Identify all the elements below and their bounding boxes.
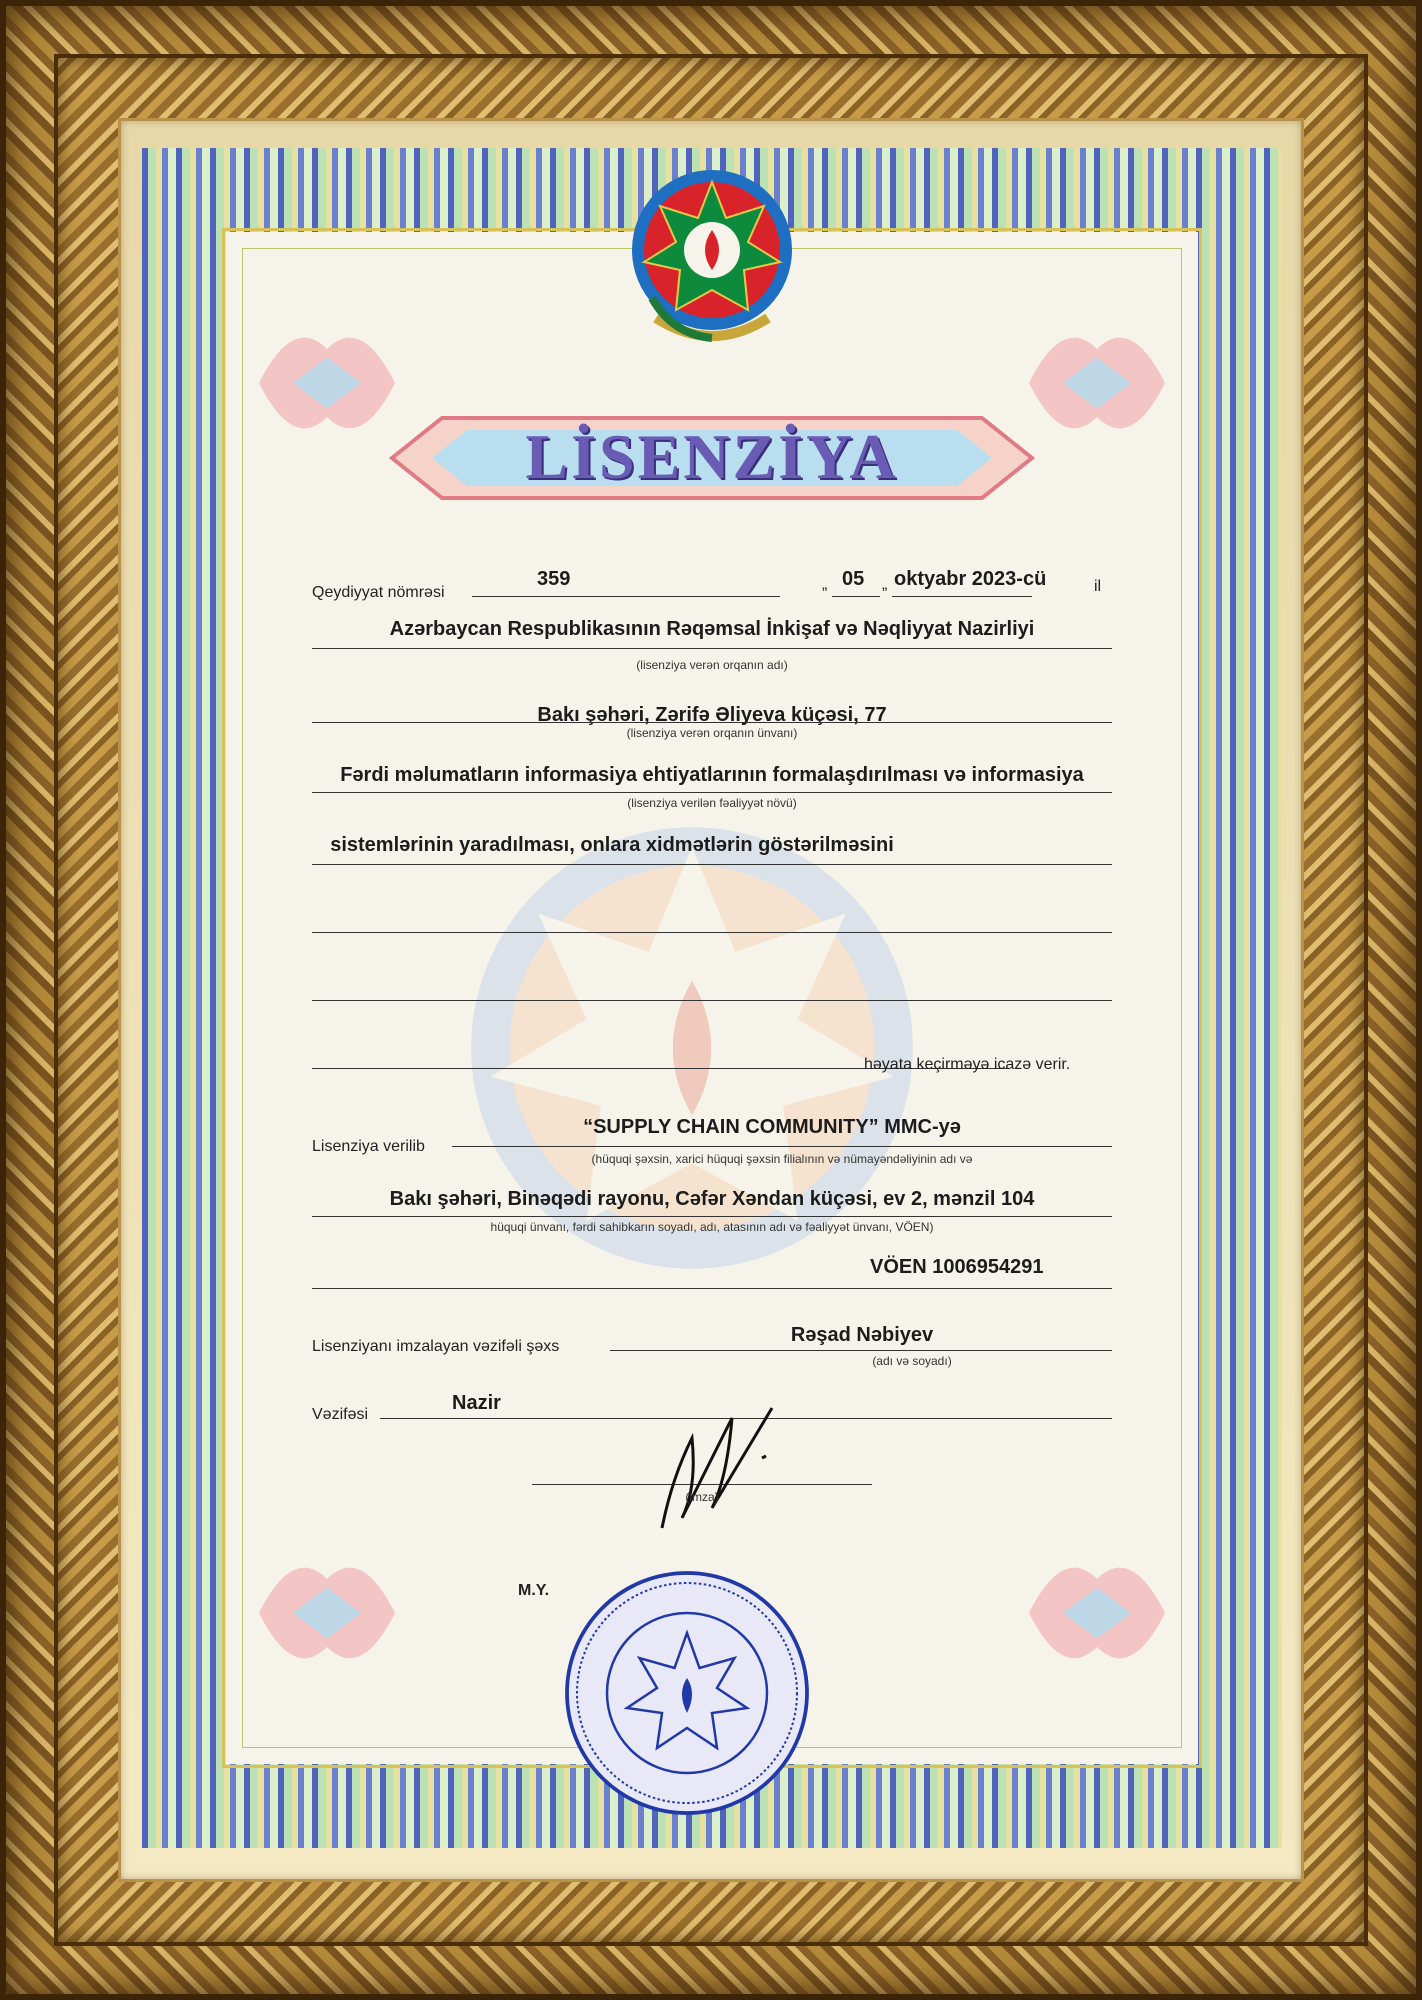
signer-caption: (adı və soyadı) bbox=[872, 1354, 952, 1368]
permit-text: həyata keçirməyə icazə verir. bbox=[864, 1056, 1071, 1073]
corner-ornament-bottom-right bbox=[1012, 1528, 1182, 1698]
activity-rule-4 bbox=[312, 1000, 1112, 1001]
date-rule bbox=[892, 596, 1032, 597]
activity-line-1: Fərdi məlumatların informasiya ehtiyatlarının formalaşdırılması və informasiya bbox=[340, 764, 1084, 786]
registration-number: 359 bbox=[537, 568, 571, 590]
activity-rule-3 bbox=[312, 932, 1112, 933]
license-certificate bbox=[142, 148, 1282, 1848]
licensee-rule bbox=[452, 1146, 1112, 1147]
signer-rule bbox=[610, 1350, 1112, 1351]
activity-rule-2 bbox=[312, 864, 1112, 865]
signature-mark bbox=[642, 1398, 802, 1538]
licensee-name: “SUPPLY CHAIN COMMUNITY” MMC-yə bbox=[583, 1116, 961, 1138]
licensee-address-caption: hüquqi ünvanı, fərdi sahibkarın soyadı, adı, atasının adı və fəaliyyət ünvanı, VÖEN) bbox=[490, 1220, 934, 1234]
licensee-address: Bakı şəhəri, Binəqədi rayonu, Cəfər Xəndan küçəsi, ev 2, mənzil 104 bbox=[389, 1188, 1035, 1210]
issuer-address: Bakı şəhəri, Zərifə Əliyeva küçəsi, 77 bbox=[537, 704, 887, 726]
date-quote-close: „ bbox=[882, 576, 888, 593]
signer-name: Rəşad Nəbiyev bbox=[790, 1324, 934, 1346]
registration-label: Qeydiyyat nömrəsi bbox=[312, 584, 445, 601]
activity-line-2: sistemlərinin yaradılması, onlara xidmətlərin göstərilməsini bbox=[330, 834, 894, 856]
activity-caption: (lisenziya verilən fəaliyyət növü) bbox=[627, 796, 797, 810]
date-quote-open: „ bbox=[822, 576, 828, 593]
date-month-year: oktyabr 2023-cü bbox=[894, 568, 1047, 590]
issuer-address-rule bbox=[312, 722, 1112, 723]
position-label: Vəzifəsi bbox=[312, 1406, 369, 1423]
date-day: 05 bbox=[842, 568, 865, 590]
page-title: LİSENZİYA bbox=[525, 421, 899, 492]
voen-rule bbox=[312, 1288, 1112, 1289]
licensee-label: Lisenziya verilib bbox=[312, 1138, 425, 1155]
issuer-name-caption: (lisenziya verən orqanın adı) bbox=[636, 658, 788, 672]
date-suffix: il bbox=[1094, 578, 1102, 595]
voen-number: VÖEN 1006954291 bbox=[870, 1256, 1044, 1278]
issuer-name: Azərbaycan Respublikasının Rəqəmsal İnkişaf və Nəqliyyat Nazirliyi bbox=[389, 618, 1035, 640]
seal-label: M.Y. bbox=[518, 1582, 550, 1599]
official-stamp-icon bbox=[562, 1568, 812, 1818]
issuer-address-caption: (lisenziya verən orqanın ünvanı) bbox=[626, 726, 798, 740]
corner-ornament-bottom-left bbox=[242, 1528, 412, 1698]
licensee-address-rule bbox=[312, 1216, 1112, 1217]
issuer-name-rule bbox=[312, 648, 1112, 649]
registration-rule bbox=[472, 596, 780, 597]
date-day-rule bbox=[832, 596, 880, 597]
signer-label: Lisenziyanı imzalayan vəzifəli şəxs bbox=[312, 1338, 560, 1355]
activity-rule-1 bbox=[312, 792, 1112, 793]
position-value: Nazir bbox=[452, 1392, 501, 1414]
azerbaijan-emblem-icon bbox=[612, 158, 812, 358]
signature-caption: (imza) bbox=[685, 1490, 719, 1504]
licensee-caption: (hüquqi şəxsin, xarici hüquqi şəxsin filialının və nümayəndəliyinin adı və bbox=[591, 1152, 973, 1166]
